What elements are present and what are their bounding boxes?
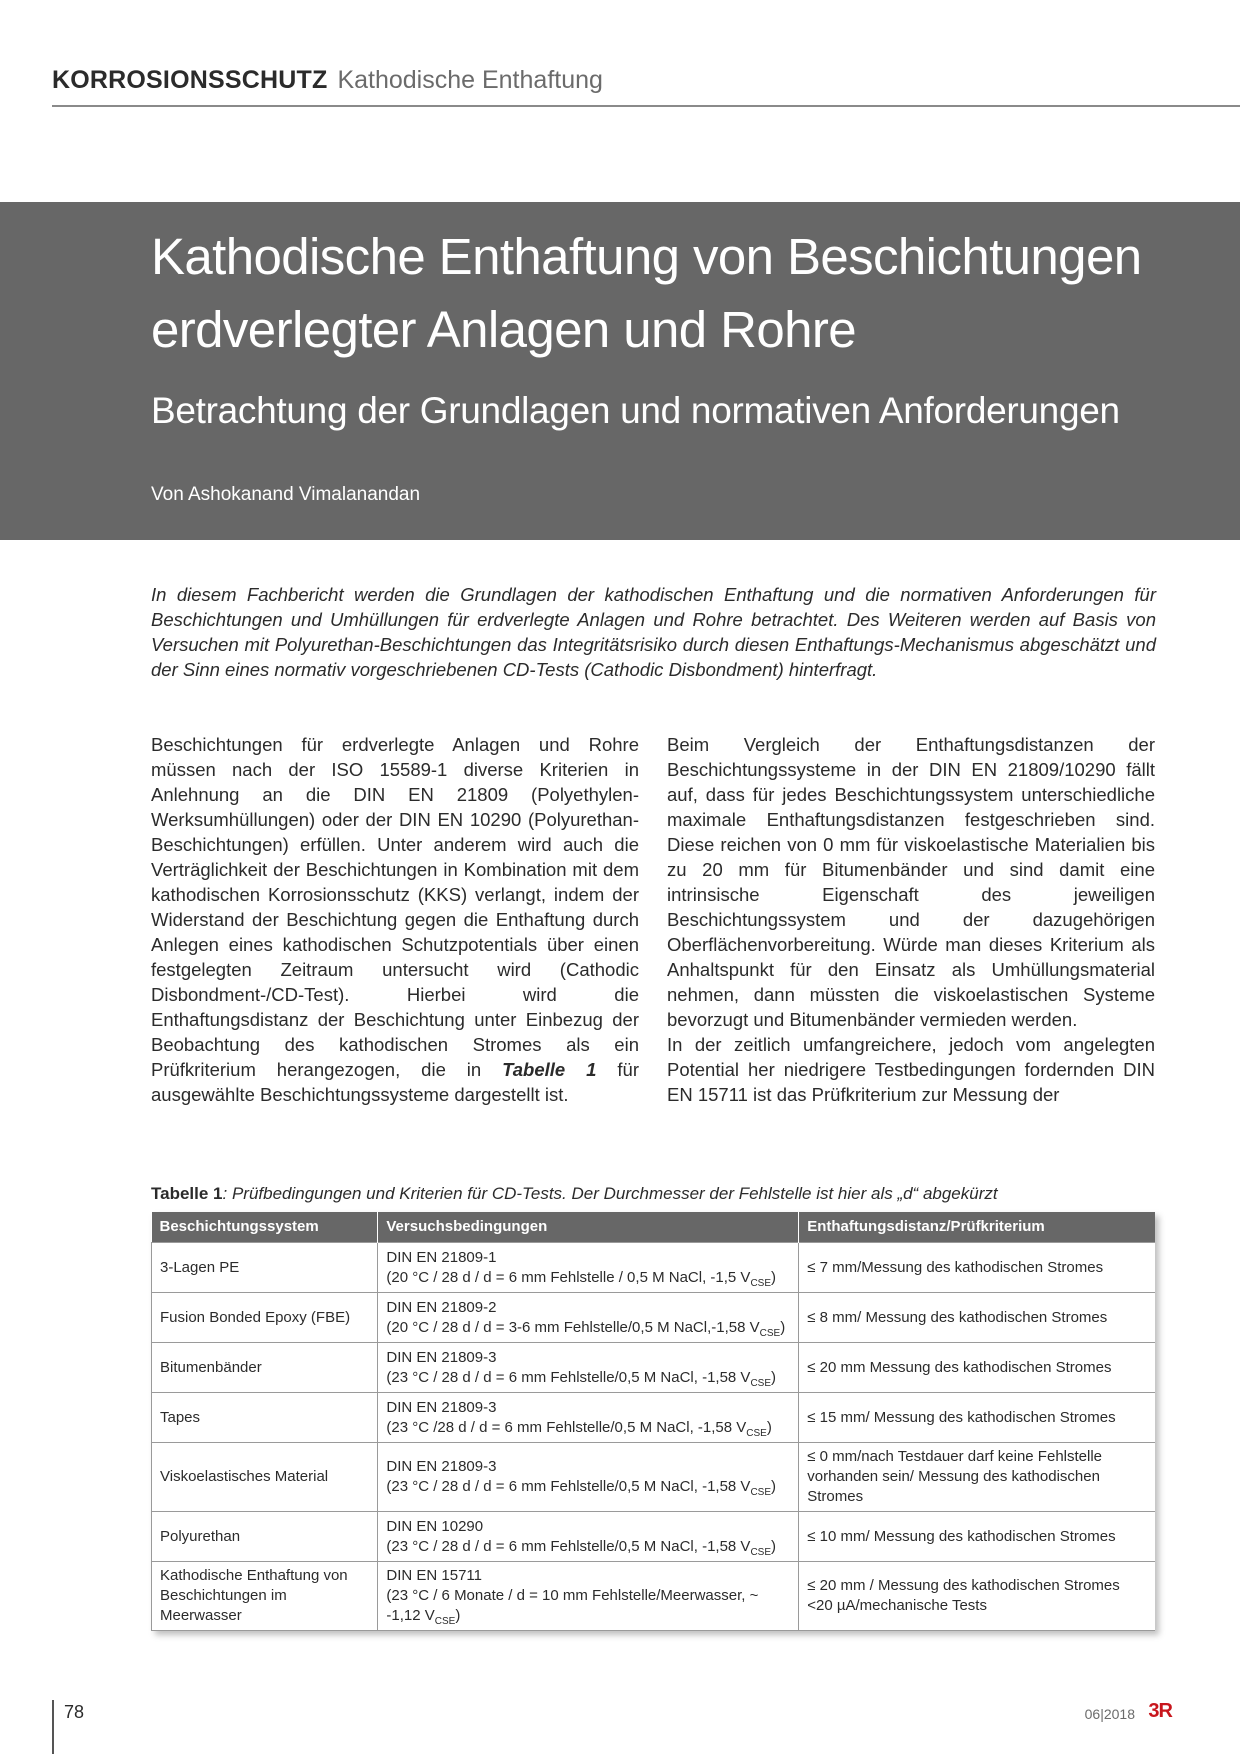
subscript: CSE [746,1427,767,1439]
norm: DIN EN 21809-3 [386,1398,497,1416]
author-line: Von Ashokanand Vimalanandan [151,484,421,505]
header-divider [52,105,1240,107]
criterion-cell: ≤ 8 mm/ Messung des kathodischen Stromes [799,1293,1155,1343]
table-header-row [152,1212,1156,1243]
system-cell: Fusion Bonded Epoxy (FBE) [152,1293,378,1343]
criterion-cell: ≤ 7 mm/Messung des kathodischen Stromes [799,1243,1155,1293]
condition-text: (23 °C / 28 d / d = 6 mm Fehlstelle/0,5 M NaCl, -1,58 V [386,1478,751,1495]
abstract: In diesem Fachbericht werden die Grundlagen der kathodischen Enthaftung und die normativen Anforderungen für Beschichtungen und Umhüllungen für erdverlegte Anlagen und Rohre betrachtet. Des Weiteren werden auf Basis von Versuchen mit Polyurethan-Beschichtungen das Integritätsrisiko durch diesen Enthaftungs-Mechanismus abgeschätzt und der Sinn eines normativ vorgeschriebenen CD-Tests (Cathodic Disbondment) hinterfragt. [151,584,1156,680]
conditions-cell [378,1562,799,1631]
norm: DIN EN 21809-2 [386,1298,497,1316]
table-row [152,1393,1156,1443]
criterion-cell: ≤ 20 mm Messung des kathodischen Stromes [799,1343,1155,1393]
close-paren: ) [455,1607,461,1624]
table-row [152,1512,1156,1562]
condition-text: (20 °C / 28 d / d = 3-6 mm Fehlstelle/0,5 M NaCl,-1,58 V [386,1318,760,1336]
condition-text: (23 °C /28 d / d = 6 mm Fehlstelle/0,5 M NaCl, -1,58 V [386,1418,747,1436]
conditions-cell [378,1443,799,1512]
norm: DIN EN 15711 [386,1567,482,1584]
conditions-cell [378,1512,799,1562]
table-row [152,1562,1156,1631]
close-paren: ) [780,1318,786,1336]
norm: DIN EN 21809-3 [386,1458,497,1475]
table-row [152,1293,1156,1343]
condition-text: (23 °C / 6 Monate / d = 10 mm Fehlstelle/Meerwasser, ~ -1,12 V [386,1587,759,1624]
conditions-cell [378,1343,799,1393]
criterion-cell: ≤ 20 mm / Messung des kathodischen Stromes <20 µA/mechanische Tests [799,1562,1155,1631]
norm: DIN EN 21809-1 [386,1248,497,1266]
system-cell: Kathodische Enthaftung von Beschichtungen im Meerwasser [152,1562,378,1631]
body-paragraph: Beim Vergleich der Enthaftungsdistanzen der Beschichtungssysteme in der DIN EN 21809/10290 fällt auf, dass für jedes Beschichtungssystem unterschiedliche maximale Enthaftungsdistanzen festgeschrieben sind. Diese reichen von 0 mm für viskoelastische Materialien bis zu 20 mm für Bitumenbänder und sind damit eine intrinsische Eigenschaft des jeweiligen Beschichtungssystem und der dazugehörigen Oberflächenvorbereitung. Würde man dieses Kriterium als Anhaltspunkt für den Einsatz als Umhüllungsmaterial nehmen, dann müssten die viskoelastischen Systeme bevorzugt und Bitumenbänder vermieden werden. [667,734,1155,1030]
publisher-logo: 3R [1148,1700,1172,1722]
subscript: CSE [434,1616,456,1627]
body-column-left [151,732,639,1107]
article-title: Kathodische Enthaftung von Beschichtungen erdverlegter Anlagen und Rohre [151,228,1142,358]
table-reference[interactable]: Tabelle 1 [502,1059,597,1080]
norm: DIN EN 21809-3 [386,1348,497,1366]
system-cell: Polyurethan [152,1512,378,1562]
table-row [152,1443,1156,1512]
body-column-right [667,732,1155,1107]
body-text: Beschichtungen für erdverlegte Anlagen und Rohre müssen nach der ISO 15589-1 diverse Kriterien in Anlehnung an die DIN EN 21809 (Polyethylen-Werksumhüllungen) oder der DIN EN 10290 (Polyurethan-Beschichtungen) erfüllen. Unter anderem wird auch die Verträglichkeit der Beschichtungen in Kombination mit dem kathodischen Korrosionsschutz (KKS) verlangt, indem der Widerstand der Beschichtung gegen die Enthaftung durch Anlegen eines kathodischen Schutzpotentials über einen festgelegten Zeitraum untersucht wird (Cathodic Disbondment-/CD-Test). Hierbei wird die Enthaftungsdistanz der Beschichtung unter Einbezug der Beobachtung des kathodischen Stromes als ein Prüfkriterium herangezogen, die in [151,734,639,1080]
conditions-cell [378,1293,799,1343]
body-text: für ausgewählte Beschichtungssysteme dargestellt ist. [151,1059,639,1105]
criterion-cell: ≤ 0 mm/nach Testdauer darf keine Fehlstelle vorhanden sein/ Messung des kathodischen Stromes [799,1443,1155,1512]
subscript: CSE [750,1377,772,1389]
close-paren: ) [766,1418,772,1436]
close-paren: ) [771,1537,777,1555]
conditions-cell [378,1243,799,1293]
subscript: CSE [750,1487,772,1498]
subscript: CSE [750,1546,772,1558]
system-cell: Tapes [152,1393,378,1443]
header-cell: Beschichtungssystem [152,1212,378,1243]
page-number: 78 [64,1702,85,1722]
running-head [52,64,603,96]
topic-label: Kathodische Enthaftung [337,66,603,94]
condition-text: (23 °C / 28 d / d = 6 mm Fehlstelle/0,5 M NaCl, -1,58 V [386,1537,751,1555]
close-paren: ) [771,1368,777,1386]
system-cell: Viskoelastisches Material [152,1443,378,1512]
system-cell: 3-Lagen PE [152,1243,378,1293]
condition-text: (20 °C / 28 d / d = 6 mm Fehlstelle / 0,5 M NaCl, -1,5 V [386,1268,751,1286]
article-subtitle: Betrachtung der Grundlagen und normativen Anforderungen [151,390,1120,431]
table-row [152,1343,1156,1393]
title-banner [0,202,1240,540]
header-cell: Versuchsbedingungen [378,1212,799,1243]
table-row [152,1243,1156,1293]
table-caption-text: : Prüfbedingungen und Kriterien für CD-Tests. Der Durchmesser der Fehlstelle ist hier als „d“ abgekürzt [222,1184,998,1203]
table-caption [151,1182,1151,1206]
header-cell: Enthaftungsdistanz/Prüfkriterium [799,1212,1155,1243]
table-caption-label: Tabelle 1 [151,1184,223,1203]
body-paragraph: In der zeitlich umfangreichere, jedoch vom angelegten Potential her niedrigere Testbedingungen fordernden DIN EN 15711 ist das Prüfkriterium zur Messung der [667,1034,1155,1105]
criterion-cell: ≤ 15 mm/ Messung des kathodischen Stromes [799,1393,1155,1443]
issue-label: 06|2018 [1084,1706,1135,1722]
body-paragraph [151,732,639,1107]
system-cell: Bitumenbänder [152,1343,378,1393]
footer-divider [52,1700,54,1754]
close-paren: ) [771,1268,776,1286]
condition-text: (23 °C / 28 d / d = 6 mm Fehlstelle/0,5 M NaCl, -1,58 V [386,1368,751,1386]
conditions-cell [378,1393,799,1443]
close-paren: ) [771,1478,777,1495]
norm: DIN EN 10290 [386,1517,484,1535]
subscript: CSE [759,1327,781,1339]
criterion-cell: ≤ 10 mm/ Messung des kathodischen Stromes [799,1512,1155,1562]
cd-test-table [151,1212,1155,1631]
section-label: KORROSIONSSCHUTZ [52,66,328,94]
subscript: CSE [750,1277,771,1289]
